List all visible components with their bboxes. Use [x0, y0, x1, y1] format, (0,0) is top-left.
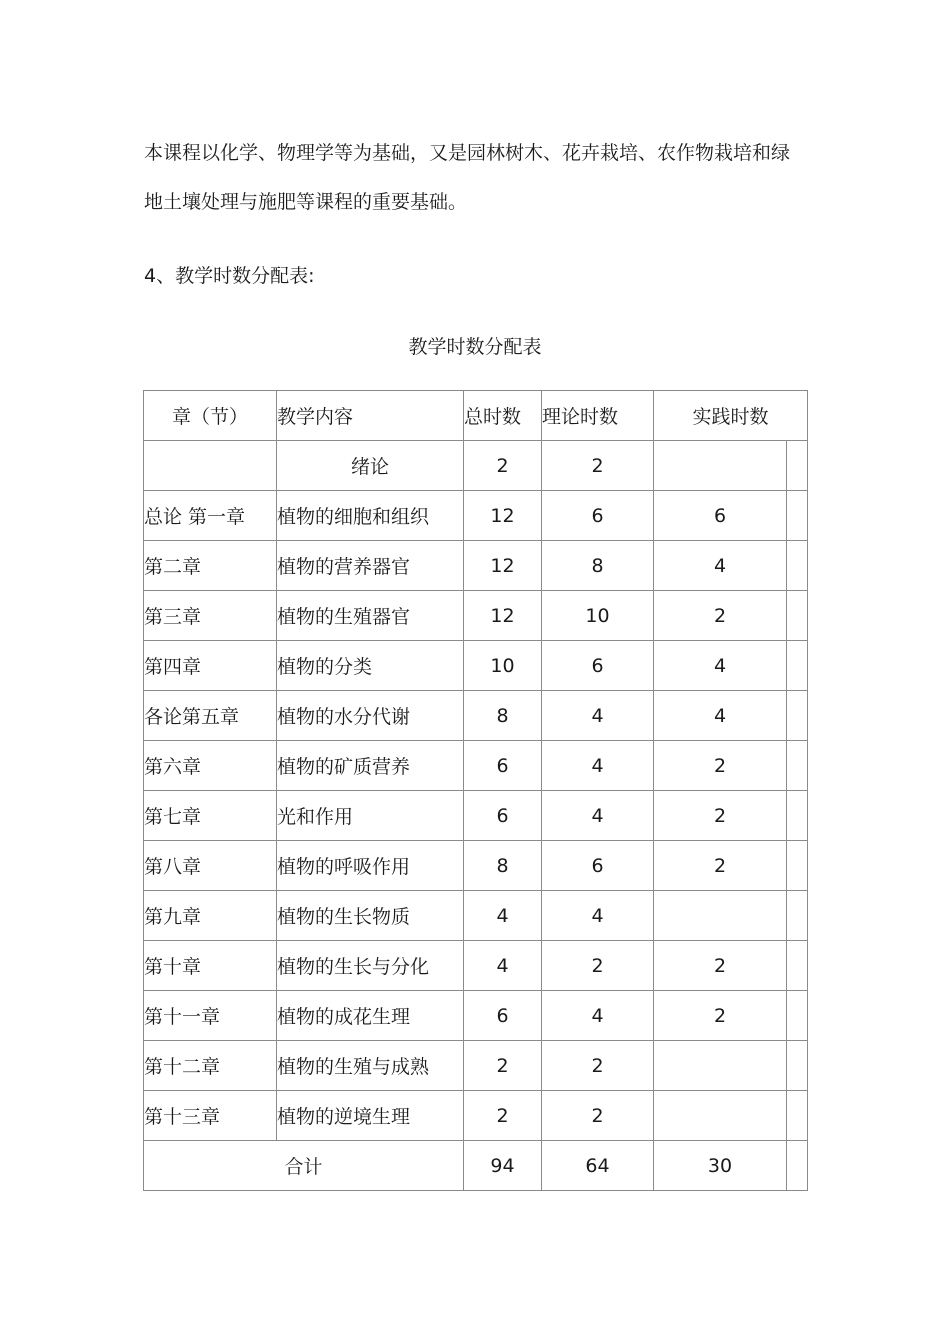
chapter-cell: 总论 第一章: [144, 491, 277, 541]
blank-cell: [787, 941, 808, 991]
header-content: 教学内容: [277, 391, 464, 441]
chapter-cell: 第三章: [144, 591, 277, 641]
total-hours-cell: 8: [464, 841, 542, 891]
header-theory: 理论时数: [542, 391, 654, 441]
total-hours-cell: 6: [464, 991, 542, 1041]
blank-cell: [787, 691, 808, 741]
section-heading: 4、教学时数分配表:: [144, 265, 315, 287]
theory-hours-cell: 2: [542, 1041, 654, 1091]
table-row: [144, 741, 808, 791]
practice-hours-cell: 6: [654, 491, 787, 541]
table-row: [144, 1041, 808, 1091]
content-cell: 植物的逆境生理: [277, 1091, 464, 1141]
table-row: [144, 441, 808, 491]
chapter-cell: 第二章: [144, 541, 277, 591]
blank-cell: [787, 541, 808, 591]
content-cell: 植物的水分代谢: [277, 691, 464, 741]
content-cell: 植物的生殖器官: [277, 591, 464, 641]
table-row: [144, 491, 808, 541]
content-cell: 植物的矿质营养: [277, 741, 464, 791]
chapter-cell: 第七章: [144, 791, 277, 841]
table-header-row: [144, 391, 808, 441]
blank-cell: [787, 1041, 808, 1091]
total-hours-cell: 12: [464, 491, 542, 541]
blank-cell: [787, 991, 808, 1041]
blank-cell: [787, 1141, 808, 1191]
blank-cell: [787, 491, 808, 541]
table-row: [144, 941, 808, 991]
header-chapter: 章（节）: [144, 391, 277, 441]
theory-hours-cell: 4: [542, 691, 654, 741]
chapter-cell: [144, 441, 277, 491]
chapter-cell: 第六章: [144, 741, 277, 791]
blank-cell: [787, 791, 808, 841]
chapter-cell: 第九章: [144, 891, 277, 941]
paragraph-line-2: 地土壤处理与施肥等课程的重要基础。: [144, 191, 468, 213]
chapter-cell: 第十一章: [144, 991, 277, 1041]
total-hours-cell: 2: [464, 441, 542, 491]
practice-hours-cell: [654, 891, 787, 941]
theory-hours-cell: 6: [542, 491, 654, 541]
total-hours-cell: 4: [464, 891, 542, 941]
content-cell: 植物的生殖与成熟: [277, 1041, 464, 1091]
table-row: [144, 991, 808, 1041]
theory-hours-cell: 4: [542, 891, 654, 941]
content-cell: 植物的营养器官: [277, 541, 464, 591]
total-label-cell: 合计: [144, 1141, 464, 1191]
blank-cell: [787, 1091, 808, 1141]
blank-cell: [787, 741, 808, 791]
table-row: [144, 641, 808, 691]
practice-hours-cell: 2: [654, 841, 787, 891]
theory-hours-cell: 6: [542, 841, 654, 891]
practice-hours-cell: 2: [654, 791, 787, 841]
chapter-cell: 各论第五章: [144, 691, 277, 741]
theory-hours-cell: 4: [542, 741, 654, 791]
content-cell: 植物的分类: [277, 641, 464, 691]
practice-hours-cell: 2: [654, 741, 787, 791]
table-row: [144, 891, 808, 941]
total-row: [144, 1141, 808, 1191]
practice-hours-cell: [654, 1091, 787, 1141]
total-hours-cell: 2: [464, 1091, 542, 1141]
theory-hours-sum-cell: 64: [542, 1141, 654, 1191]
total-hours-cell: 8: [464, 691, 542, 741]
table-title: 教学时数分配表: [408, 336, 542, 358]
practice-hours-cell: 2: [654, 991, 787, 1041]
table-row: [144, 791, 808, 841]
content-cell: 植物的细胞和组织: [277, 491, 464, 541]
practice-hours-cell: 2: [654, 941, 787, 991]
total-hours-cell: 4: [464, 941, 542, 991]
blank-cell: [787, 641, 808, 691]
theory-hours-cell: 2: [542, 1091, 654, 1141]
header-practice: 实践时数: [654, 391, 808, 441]
practice-hours-cell: 4: [654, 641, 787, 691]
practice-hours-cell: [654, 1041, 787, 1091]
blank-cell: [787, 891, 808, 941]
table-row: [144, 1091, 808, 1141]
chapter-cell: 第四章: [144, 641, 277, 691]
total-hours-cell: 10: [464, 641, 542, 691]
content-cell: 植物的呼吸作用: [277, 841, 464, 891]
blank-cell: [787, 841, 808, 891]
table-row: [144, 591, 808, 641]
content-cell: 光和作用: [277, 791, 464, 841]
practice-hours-cell: 2: [654, 591, 787, 641]
hours-allocation-table: [143, 390, 808, 1191]
chapter-cell: 第十三章: [144, 1091, 277, 1141]
content-cell: 植物的生长物质: [277, 891, 464, 941]
table-row: [144, 541, 808, 591]
chapter-cell: 第十章: [144, 941, 277, 991]
content-cell: 植物的生长与分化: [277, 941, 464, 991]
theory-hours-cell: 4: [542, 991, 654, 1041]
theory-hours-cell: 4: [542, 791, 654, 841]
chapter-cell: 第十二章: [144, 1041, 277, 1091]
total-hours-cell: 6: [464, 791, 542, 841]
total-hours-sum-cell: 94: [464, 1141, 542, 1191]
blank-cell: [787, 591, 808, 641]
chapter-cell: 第八章: [144, 841, 277, 891]
total-hours-cell: 2: [464, 1041, 542, 1091]
table-row: [144, 691, 808, 741]
content-cell: 绪论: [277, 441, 464, 491]
header-total: 总时数: [464, 391, 542, 441]
theory-hours-cell: 10: [542, 591, 654, 641]
content-cell: 植物的成花生理: [277, 991, 464, 1041]
total-hours-cell: 12: [464, 541, 542, 591]
theory-hours-cell: 2: [542, 941, 654, 991]
theory-hours-cell: 6: [542, 641, 654, 691]
theory-hours-cell: 8: [542, 541, 654, 591]
practice-hours-cell: 4: [654, 541, 787, 591]
practice-hours-cell: 4: [654, 691, 787, 741]
blank-cell: [787, 441, 808, 491]
table-row: [144, 841, 808, 891]
practice-hours-sum-cell: 30: [654, 1141, 787, 1191]
total-hours-cell: 6: [464, 741, 542, 791]
total-hours-cell: 12: [464, 591, 542, 641]
paragraph-line-1: 本课程以化学、物理学等为基础，又是园林树木、花卉栽培、农作物栽培和绿: [144, 142, 791, 164]
practice-hours-cell: [654, 441, 787, 491]
theory-hours-cell: 2: [542, 441, 654, 491]
